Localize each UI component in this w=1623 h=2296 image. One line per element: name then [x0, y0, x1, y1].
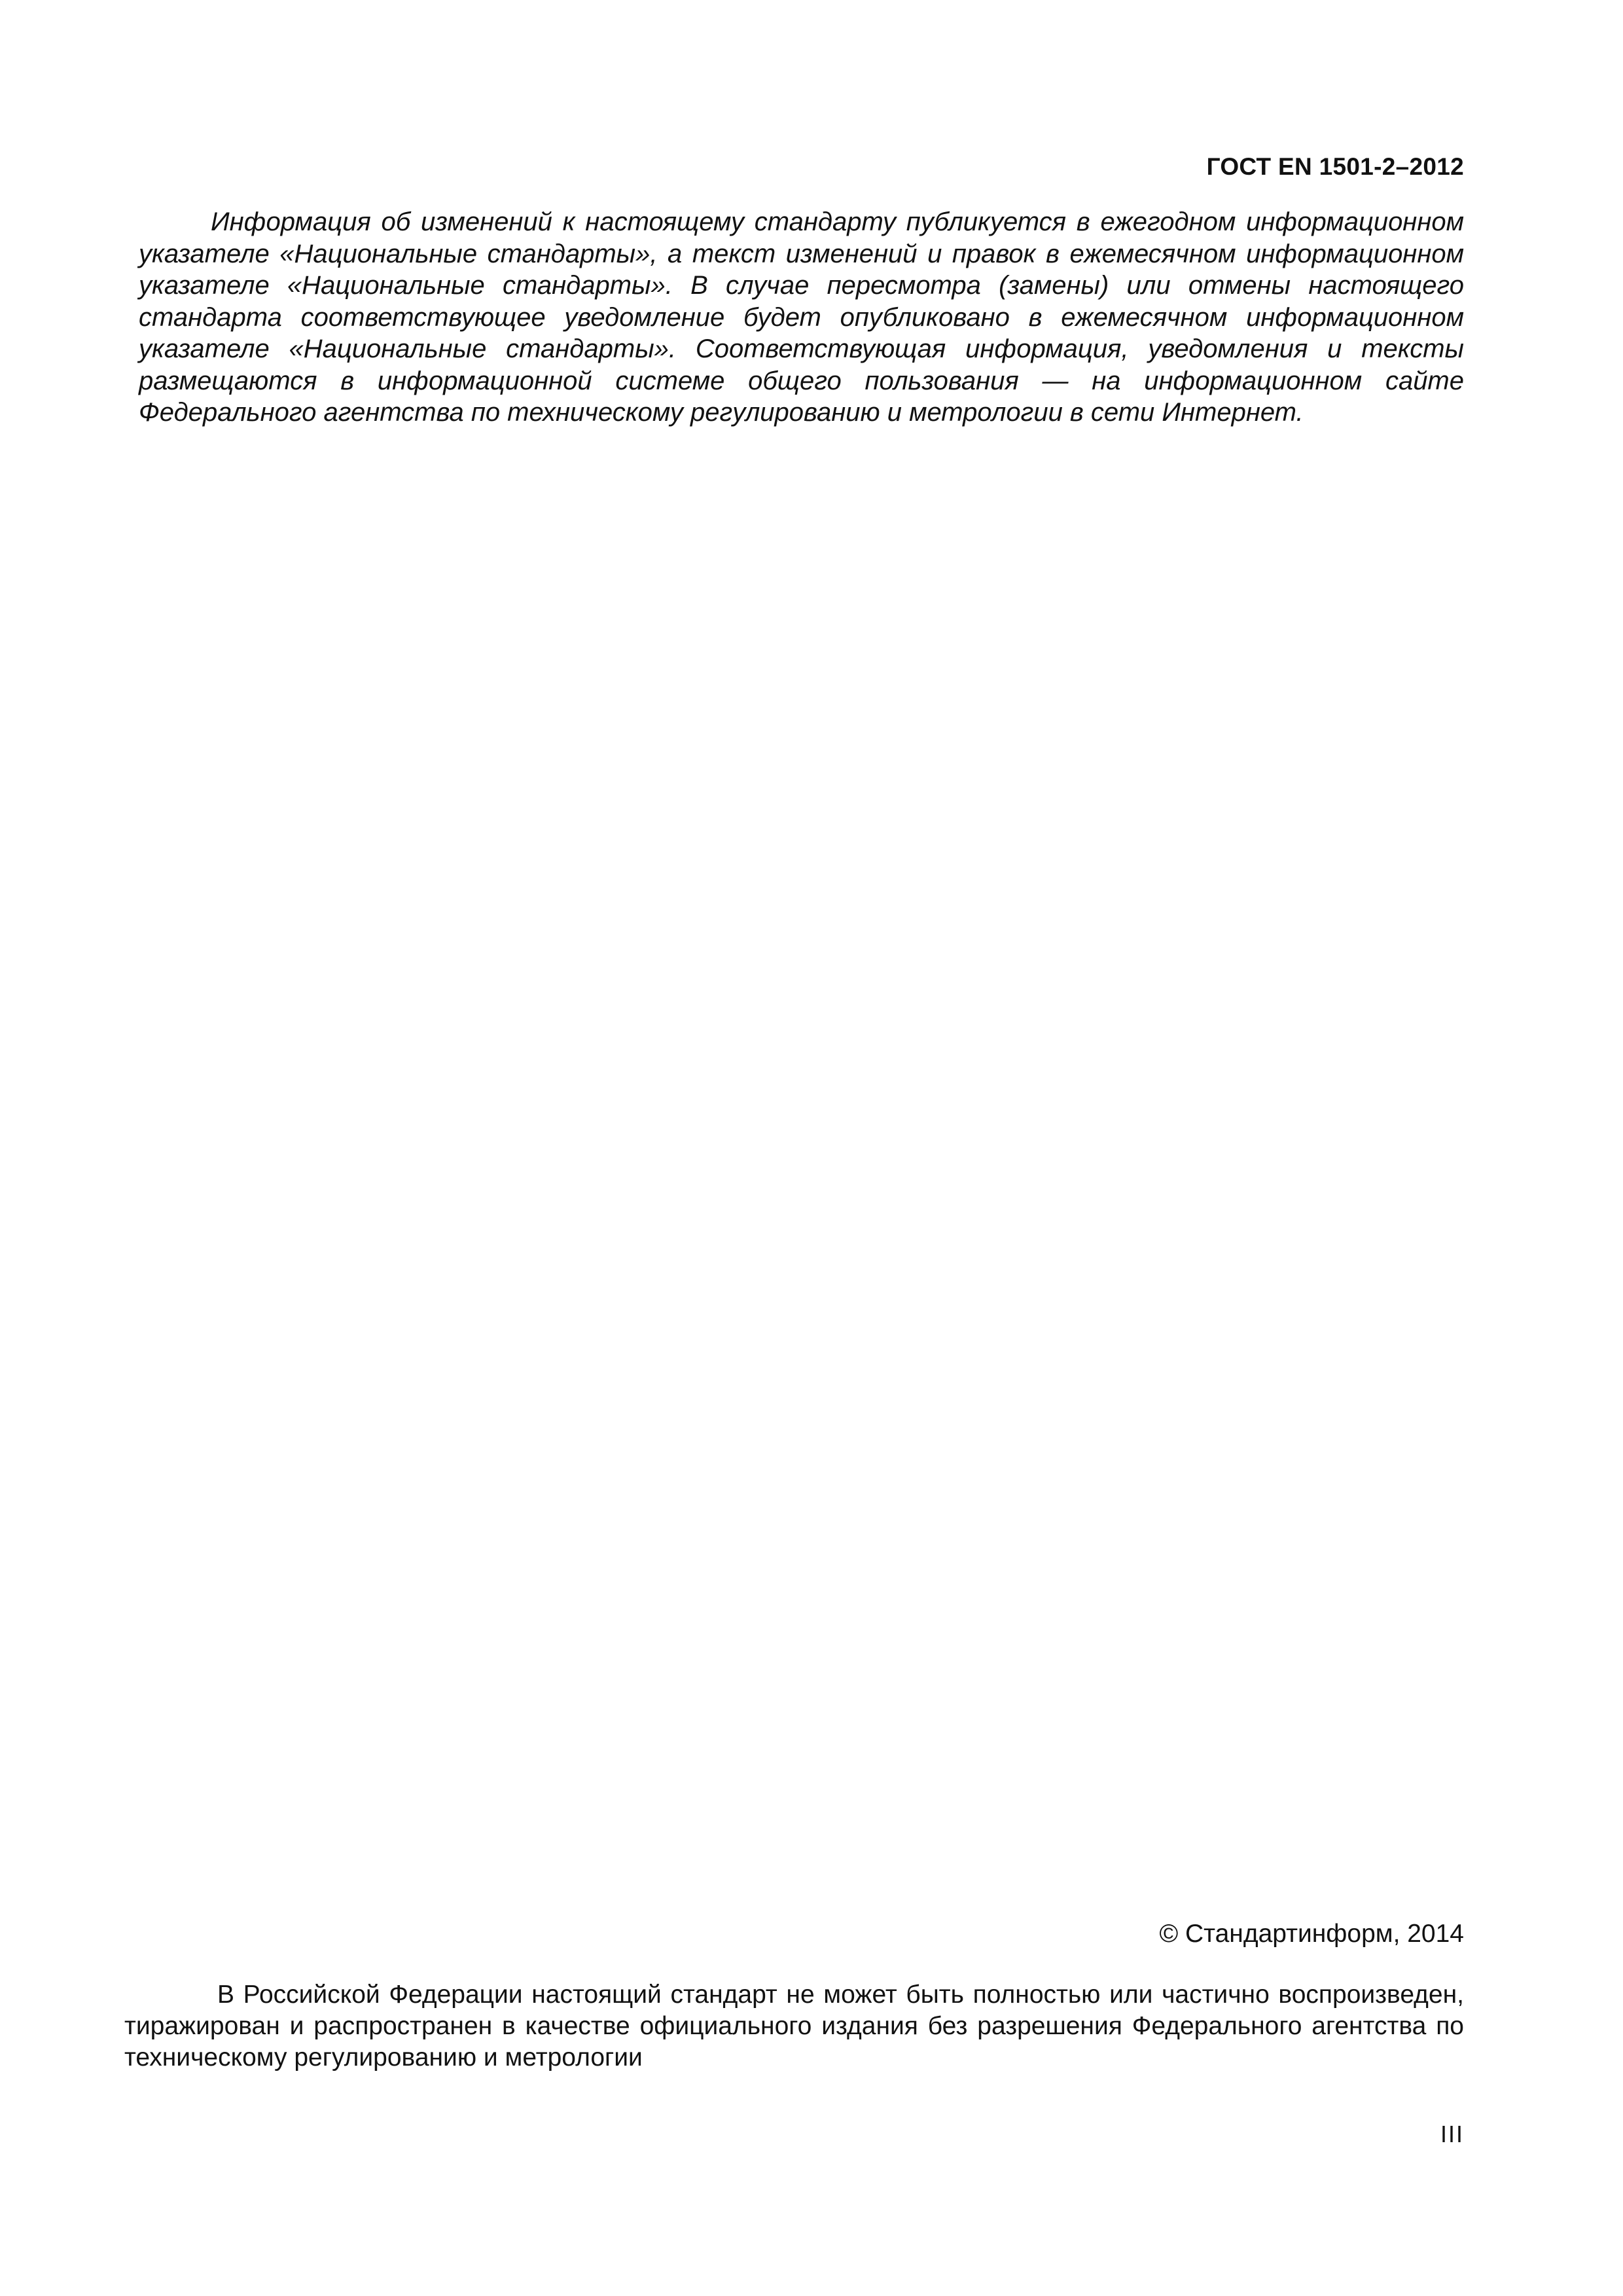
page-number: III — [1440, 2121, 1464, 2147]
copyright-line: © Стандартинформ, 2014 — [1159, 1920, 1464, 1948]
amendments-notice: Информация об изменений к настоящему стандарту публикуется в ежегодном информационном указателе «Национальные стандарты», а текст изменений и правок в ежемесячном информационном указателе «Национальные стандарты». В случае пересмотра (замены) или отмены настоящего стандарта соответствующее уведомление будет опубликовано в ежемесячном информационном указателе «Национальные стандарты». Соответствующая информация, уведомления и тексты размещаются в информационной системе общего пользования — на информационном сайте Федерального агентства по техническому регулированию и метрологии в сети Интернет. — [139, 207, 1464, 427]
document-code: ГОСТ EN 1501-2–2012 — [1206, 153, 1464, 180]
reproduction-notice: В Российской Федерации настоящий стандарт не может быть полностью или частично воспроизведен, тиражирован и распространен в качестве официального издания без разрешения Федерального агентства по техническому регулированию и метрологии — [124, 1981, 1464, 2072]
